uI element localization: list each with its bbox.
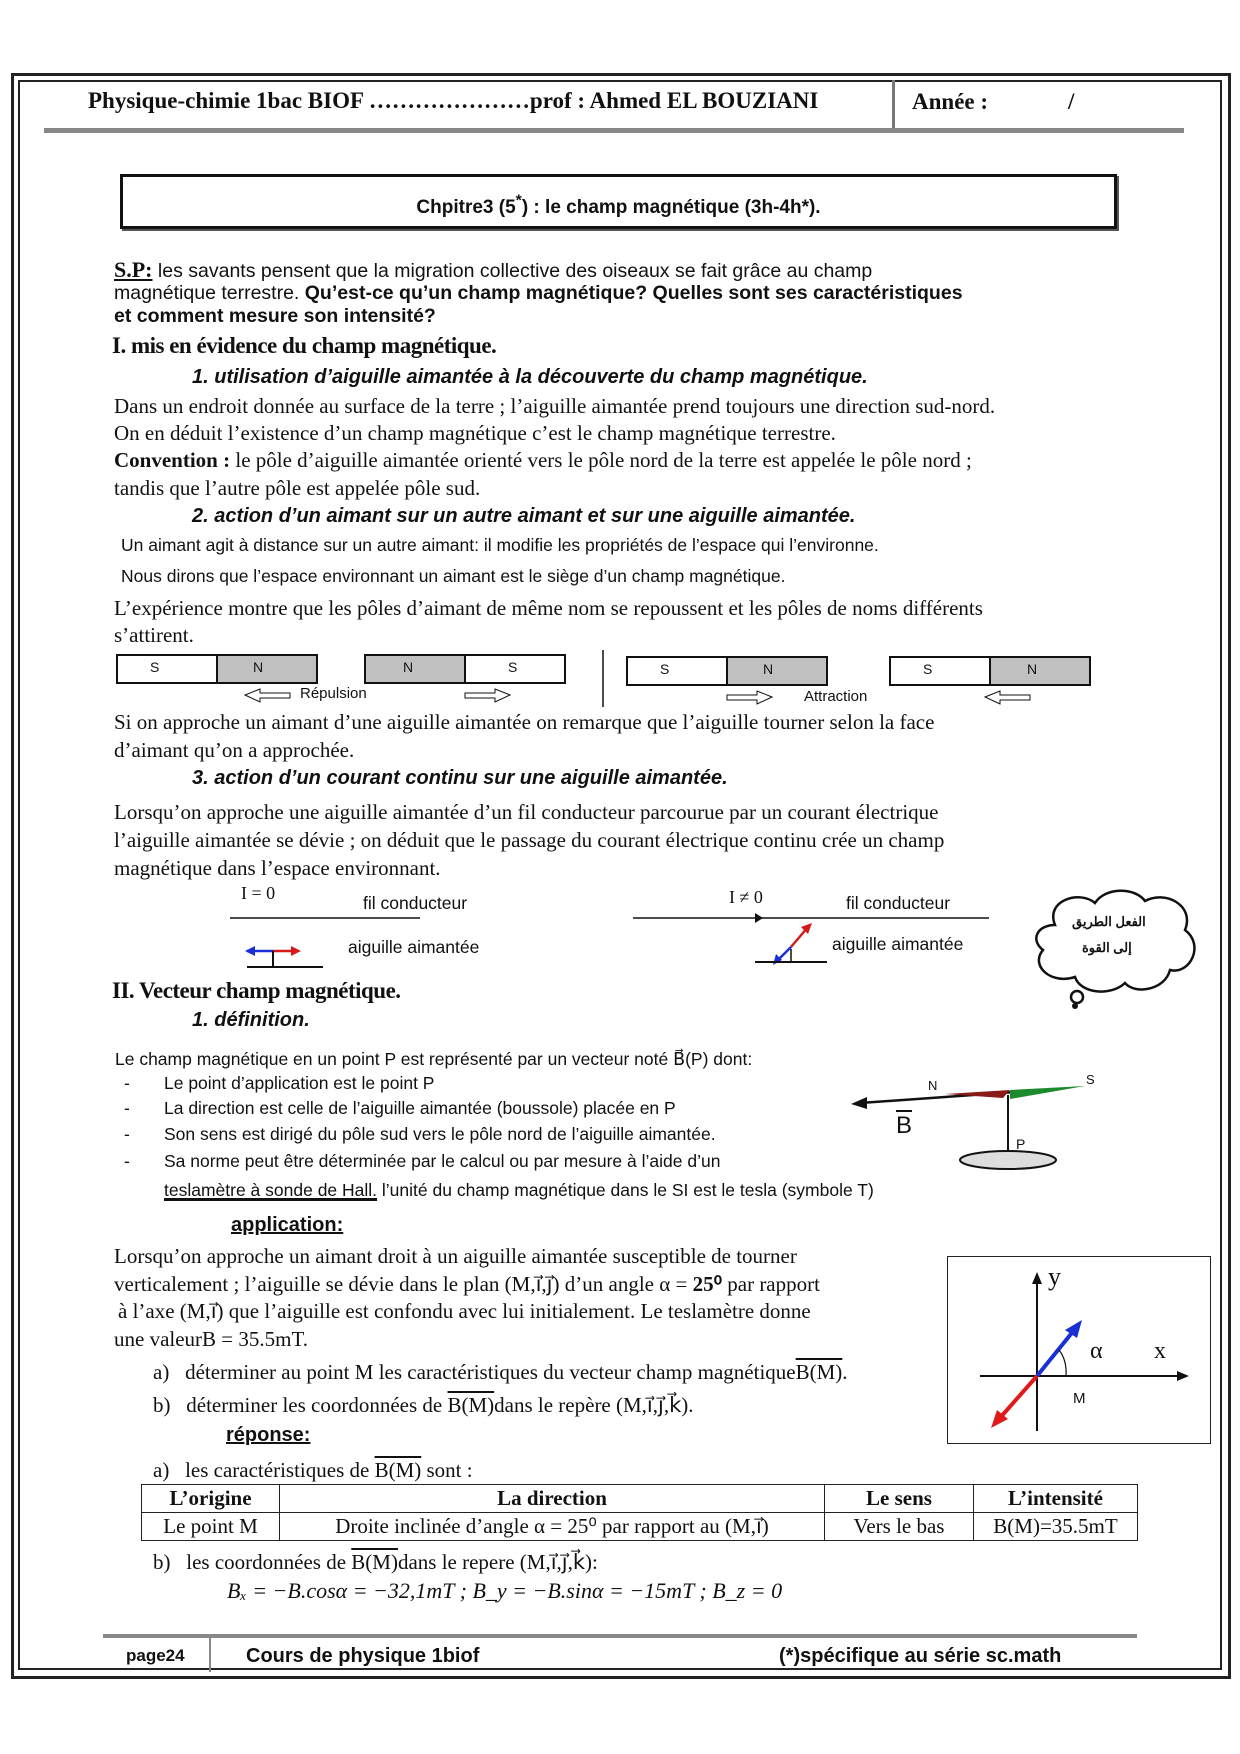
sp-line-3: et comment mesure son intensité? bbox=[114, 305, 436, 327]
table-cell: Le point M bbox=[142, 1513, 280, 1541]
characteristics-table bbox=[141, 1484, 1138, 1541]
blue-vector bbox=[1037, 1329, 1075, 1376]
magnet-pole-n: N bbox=[763, 661, 774, 677]
application-line: à l’axe (M,i⃗) que l’aiguille est confondu avec lui initialement. Le teslamètre donne bbox=[118, 1299, 811, 1323]
compass-b-label: $\overline{B}$ bbox=[896, 1112, 913, 1139]
definition-last-line: teslamètre à sonde de Hall. l’unité du champ magnétique dans le SI est le tesla (symbole T) bbox=[164, 1180, 874, 1200]
convention-line-2: tandis que l’autre pôle est appelée pôle sud. bbox=[114, 476, 481, 500]
red-vector-b bbox=[999, 1376, 1037, 1419]
origin-m-label: M bbox=[1073, 1390, 1086, 1407]
section-1-title: I. mis en évidence du champ magnétique. bbox=[112, 333, 497, 358]
paragraph-line: d’aimant qu’on a approchée. bbox=[114, 738, 355, 762]
wire-label: fil conducteur bbox=[846, 893, 951, 913]
table-cell: Vers le bas bbox=[825, 1513, 974, 1541]
attraction-label: Attraction bbox=[804, 688, 868, 705]
section-1-sub-3: 3. action d’un courant continu sur une aiguille aimantée. bbox=[192, 767, 728, 789]
current-arrow-icon bbox=[755, 913, 763, 923]
compass-n-label: N bbox=[928, 1078, 938, 1093]
alpha-label: α bbox=[1090, 1338, 1103, 1364]
table-cell: Droite inclinée d’angle α = 25⁰ par rapport au (M,i⃗) bbox=[280, 1513, 825, 1541]
sp-line-2: magnétique terrestre. Qu’est-ce qu’un champ magnétique? Quelles sont ses caractéristiques bbox=[114, 282, 963, 304]
header-title: Physique-chimie 1bac BIOF …………………prof : Ahmed EL BOUZIANI bbox=[88, 88, 819, 113]
application-heading: application: bbox=[231, 1214, 344, 1236]
needle-icon bbox=[245, 946, 323, 967]
magnet-pole-s: S bbox=[923, 661, 933, 677]
header-rule bbox=[44, 128, 1184, 133]
table-header: Le sens bbox=[825, 1485, 974, 1513]
header-year-sep: / bbox=[1068, 89, 1075, 114]
paragraph-line: Lorsqu’on approche une aiguille aimantée d’un fil conducteur parcourue par un courant électrique bbox=[114, 800, 939, 824]
magnet-pole-n: N bbox=[403, 659, 414, 675]
paragraph-line: l’aiguille aimantée se dévie ; on déduit que le passage du courant électrique continu crée un champ bbox=[114, 828, 945, 852]
paragraph-line: Si on approche un aimant d’une aiguille aimantée on remarque que l’aiguille tourner selon la face bbox=[114, 710, 935, 734]
right-arrow-icon bbox=[727, 691, 1030, 704]
application-line: une valeurB = 35.5mT. bbox=[114, 1327, 308, 1351]
header-year-label: Année : bbox=[912, 89, 989, 114]
compass-s-label: S bbox=[1086, 1072, 1095, 1087]
answer-a: a) les caractéristiques de B(M) sont : bbox=[153, 1458, 473, 1482]
footer-note: (*)spécifique au série sc.math bbox=[779, 1645, 1062, 1667]
needle-south-icon bbox=[1010, 1086, 1085, 1099]
compass-base-icon bbox=[960, 1151, 1056, 1169]
question-b: b) déterminer les coordonnées de B(M)dans le repère (M,i⃗,j⃗,k⃗). bbox=[153, 1393, 694, 1417]
axes-diagram bbox=[947, 1256, 1211, 1444]
table-cell: B(M)=35.5mT bbox=[974, 1513, 1138, 1541]
chapter-title-box bbox=[120, 174, 1117, 229]
table-header: L’intensité bbox=[974, 1485, 1138, 1513]
application-line: verticalement ; l’aiguille se dévie dans le plan (M,i⃗,j⃗) d’un angle α = 25⁰ par rapport bbox=[114, 1272, 820, 1296]
definition-bullet: Son sens est dirigé du pôle sud vers le pôle nord de l’aiguille aimantée. bbox=[164, 1124, 716, 1144]
magnets-diagram bbox=[110, 645, 1110, 710]
magnet-pole-s: S bbox=[150, 659, 160, 675]
sans-line: Un aimant agit à distance sur un autre aimant: il modifie les propriétés de l’espace qui l’environne. bbox=[121, 535, 879, 555]
footer-rule bbox=[103, 1634, 1137, 1638]
paragraph-line: Dans un endroit donnée au surface de la terre ; l’aiguille aimantée prend toujours une direction sud-nord. bbox=[114, 394, 996, 418]
header-divider bbox=[892, 80, 895, 130]
bullet-dash: - bbox=[124, 1073, 130, 1093]
definition-intro: Le champ magnétique en un point P est représenté par un vecteur noté B⃗(P) dont: bbox=[115, 1049, 753, 1069]
section-2-sub-1: 1. définition. bbox=[192, 1009, 310, 1031]
chapter-title: Chpitre3 (5*) : le champ magnétique (3h-4h*). bbox=[416, 193, 821, 219]
footer-page-number: page24 bbox=[126, 1646, 185, 1665]
cloud-text-line-1: الفعل الطريق bbox=[1072, 914, 1146, 929]
magnet-pole-n: N bbox=[1027, 661, 1038, 677]
deflected-needle-icon bbox=[755, 923, 827, 965]
table-row bbox=[142, 1513, 1138, 1541]
axis-y-label: y bbox=[1048, 1262, 1061, 1291]
footer-course: Cours de physique 1biof bbox=[246, 1645, 480, 1667]
axis-x-label: x bbox=[1154, 1338, 1166, 1364]
current-nonzero-label: I ≠ 0 bbox=[729, 887, 763, 907]
table-header-row bbox=[142, 1485, 1138, 1513]
current-zero-label: I = 0 bbox=[241, 883, 276, 903]
sp-line-1: S.P: les savants pensent que la migration collective des oiseaux se fait grâce au champ bbox=[114, 257, 873, 282]
application-line: Lorsqu’on approche un aimant droit à un aiguille aimantée susceptible de tourner bbox=[114, 1244, 797, 1268]
magnet-pole-s: S bbox=[660, 661, 670, 677]
bullet-dash: - bbox=[124, 1151, 130, 1171]
definition-bullet: Le point d’application est le point P bbox=[164, 1073, 435, 1093]
needle-label: aiguille aimantée bbox=[832, 934, 964, 954]
paragraph-line: magnétique dans l’espace environnant. bbox=[114, 856, 441, 880]
section-2-title: II. Vecteur champ magnétique. bbox=[112, 978, 401, 1003]
question-a: a) déterminer au point M les caractéristiques du vecteur champ magnétiqueB(M). bbox=[153, 1360, 848, 1384]
bullet-dash: - bbox=[124, 1098, 130, 1118]
section-1-sub-2: 2. action d’un aimant sur un autre aimant et sur une aiguille aimantée. bbox=[192, 505, 856, 527]
definition-bullet: La direction est celle de l’aiguille aimantée (boussole) placée en P bbox=[164, 1098, 676, 1118]
angle-arc bbox=[1059, 1350, 1066, 1376]
needle-label: aiguille aimantée bbox=[348, 937, 480, 957]
left-arrow-icon bbox=[245, 689, 510, 702]
repulsion-label: Répulsion bbox=[300, 685, 367, 702]
paragraph-line: L’expérience montre que les pôles d’aimant de même nom se repoussent et les pôles de noms différents bbox=[114, 596, 983, 620]
definition-bullet: Sa norme peut être déterminée par le calcul ou par mesure à l’aide d’un bbox=[164, 1151, 721, 1171]
paragraph-line: s’attirent. bbox=[114, 623, 194, 647]
sans-line: Nous dirons que l’espace environnant un aimant est le siège d’un champ magnétique. bbox=[121, 566, 786, 586]
bullet-dash: - bbox=[124, 1124, 130, 1144]
cloud-text-line-2: إلى القوة bbox=[1082, 940, 1132, 955]
footer-divider bbox=[209, 1638, 211, 1672]
coordinates-formula: Bₓ = −B.cosα = −32,1mT ; B_y = −B.sinα = −15mT ; B_z = 0 bbox=[227, 1578, 783, 1603]
paragraph-line: On en déduit l’existence d’un champ magnétique c’est le champ magnétique terrestre. bbox=[114, 421, 836, 445]
table-header: La direction bbox=[280, 1485, 825, 1513]
answer-b: b) les coordonnées de B(M)dans le repere (M,i⃗,j⃗,k⃗): bbox=[153, 1550, 598, 1574]
compass-p-label: P bbox=[1016, 1136, 1026, 1152]
table-header: L’origine bbox=[142, 1485, 280, 1513]
section-1-sub-1: 1. utilisation d’aiguille aimantée à la découverte du champ magnétique. bbox=[192, 366, 868, 388]
wire-diagram bbox=[225, 905, 1025, 975]
convention-line-1: Convention : le pôle d’aiguille aimantée orienté vers le pôle nord de la terre est appelée le pôle nord ; bbox=[114, 448, 972, 472]
compass-diagram bbox=[845, 1070, 1105, 1180]
magnet-pole-s: S bbox=[508, 659, 518, 675]
wire-label: fil conducteur bbox=[363, 893, 468, 913]
reponse-heading: réponse: bbox=[226, 1424, 311, 1446]
magnet-pole-n: N bbox=[253, 659, 264, 675]
